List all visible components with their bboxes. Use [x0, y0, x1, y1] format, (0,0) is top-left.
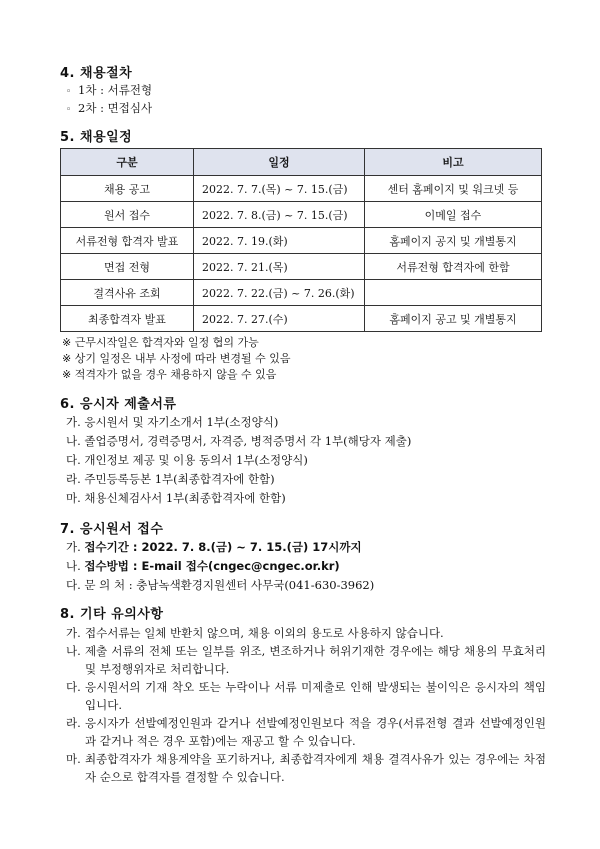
cell-remarks: 홈페이지 공지 및 개별통지 — [365, 228, 542, 254]
cell-remarks: 이메일 접수 — [365, 202, 542, 228]
table-row — [61, 228, 542, 254]
item-label: 나. — [66, 559, 81, 573]
document-item: 라. 주민등록등본 1부(최종합격자에 한함) — [66, 472, 275, 486]
header-category: 구분 — [61, 149, 194, 176]
procedure-step-1: ◦ 1차 : 서류전형 — [66, 83, 153, 97]
notice-item — [66, 678, 546, 714]
cell-category: 최종합격자 발표 — [61, 306, 194, 332]
cell-category: 원서 접수 — [61, 202, 194, 228]
section-8-title: 8. 기타 유의사항 — [60, 607, 164, 622]
cell-schedule: 2022. 7. 27.(수) — [194, 306, 365, 332]
document-item: 다. 개인정보 제공 및 이용 동의서 1부(소정양식) — [66, 453, 308, 467]
table-row — [61, 280, 542, 306]
notice-item — [66, 624, 546, 642]
cell-category: 결격사유 조회 — [61, 280, 194, 306]
cell-category: 채용 공고 — [61, 176, 194, 202]
item-text: 최종합격자가 채용계약을 포기하거나, 최종합격자에게 채용 결격사유가 있는 경우에는 차점자 순으로 합격자를 결정할 수 있습니다. — [85, 752, 546, 784]
item-text: 접수기간 : 2022. 7. 8.(금) ~ 7. 15.(금) 17시까지 — [84, 540, 362, 554]
header-remarks: 비고 — [365, 149, 542, 176]
item-label: 가. — [66, 626, 81, 640]
section-5-title: 5. 채용일정 — [60, 130, 133, 145]
item-label: 다. — [66, 680, 81, 694]
cell-schedule: 2022. 7. 22.(금) ~ 7. 26.(화) — [194, 280, 365, 306]
cell-remarks: 센터 홈페이지 및 워크넷 등 — [365, 176, 542, 202]
document-item: 나. 졸업증명서, 경력증명서, 자격증, 병적증명서 각 1부(해당자 제출) — [66, 434, 412, 448]
table-row — [61, 202, 542, 228]
document-item: 마. 채용신체검사서 1부(최종합격자에 한함) — [66, 491, 286, 505]
schedule-table — [60, 148, 542, 332]
item-text: 응시자가 선발예정인원과 같거나 선발예정인원보다 적을 경우(서류전형 결과 선발예정인원과 같거나 적은 경우 포함)에는 재공고 할 수 있습니다. — [85, 716, 546, 748]
application-period — [66, 539, 362, 555]
table-row — [61, 306, 542, 332]
table-header-row — [61, 149, 542, 176]
item-text: 응시원서의 기재 착오 또는 누락이나 서류 미제출로 인해 발생되는 불이익은 응시자의 책임입니다. — [85, 680, 546, 712]
schedule-note: ※ 적격자가 없을 경우 채용하지 않을 수 있음 — [62, 368, 277, 381]
cell-schedule: 2022. 7. 8.(금) ~ 7. 15.(금) — [194, 202, 365, 228]
contact-info — [66, 577, 374, 593]
item-text: 접수방법 : E-mail 접수(cngec@cngec.or.kr) — [84, 559, 340, 573]
notice-item — [66, 750, 546, 786]
notice-item — [66, 714, 546, 750]
item-label: 라. — [66, 716, 81, 730]
item-label: 나. — [66, 644, 81, 658]
procedure-step-2: ◦ 2차 : 면접심사 — [66, 101, 153, 115]
cell-category: 면접 전형 — [61, 254, 194, 280]
cell-remarks — [365, 280, 542, 306]
cell-schedule: 2022. 7. 21.(목) — [194, 254, 365, 280]
schedule-note: ※ 상기 일정은 내부 사정에 따라 변경될 수 있음 — [62, 352, 291, 365]
item-label: 다. — [66, 578, 81, 592]
item-label: 가. — [66, 540, 81, 554]
cell-remarks: 서류전형 합격자에 한함 — [365, 254, 542, 280]
section-7-title: 7. 응시원서 접수 — [60, 522, 164, 537]
cell-schedule: 2022. 7. 19.(화) — [194, 228, 365, 254]
cell-remarks: 홈페이지 공고 및 개별통지 — [365, 306, 542, 332]
cell-schedule: 2022. 7. 7.(목) ~ 7. 15.(금) — [194, 176, 365, 202]
table-row — [61, 254, 542, 280]
header-schedule: 일정 — [194, 149, 365, 176]
schedule-note: ※ 근무시작일은 합격자와 일정 협의 가능 — [62, 336, 259, 349]
item-label: 마. — [66, 752, 81, 766]
notice-item — [66, 642, 546, 678]
section-6-title: 6. 응시자 제출서류 — [60, 397, 177, 412]
table-row — [61, 176, 542, 202]
item-text: 접수서류는 일체 반환치 않으며, 채용 이외의 용도로 사용하지 않습니다. — [85, 626, 444, 640]
cell-category: 서류전형 합격자 발표 — [61, 228, 194, 254]
item-text: 제출 서류의 전체 또는 일부를 위조, 변조하거나 허위기재한 경우에는 해당 채용의 무효처리 및 부정행위자로 처리합니다. — [85, 644, 546, 676]
bullet-icon: ◦ — [66, 87, 72, 97]
application-method — [66, 558, 340, 574]
section-4-title: 4. 채용절차 — [60, 66, 133, 81]
document-item: 가. 응시원서 및 자기소개서 1부(소정양식) — [66, 415, 279, 429]
item-text: 문 의 처 : 충남녹색환경지원센터 사무국(041-630-3962) — [84, 578, 375, 592]
bullet-icon: ◦ — [66, 105, 72, 115]
